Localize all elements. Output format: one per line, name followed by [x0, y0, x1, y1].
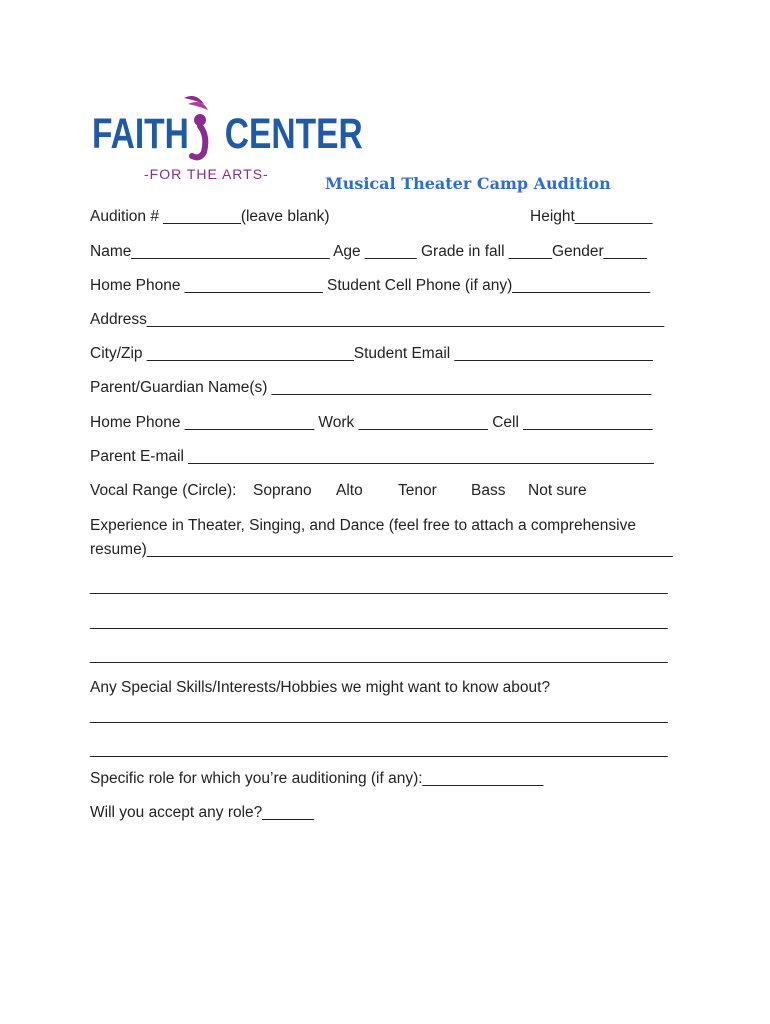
- parent-email-field[interactable]: Parent E-mail ______________________________________________________: [90, 448, 654, 465]
- role-field[interactable]: Specific role for which you’re auditioning (if any):______________: [90, 770, 544, 787]
- address-field[interactable]: Address____________________________________________________________: [90, 311, 665, 328]
- accept-any-role-field[interactable]: Will you accept any role?______: [90, 804, 315, 821]
- skills-blank-line[interactable]: ___________________________________________________________________: [90, 707, 668, 724]
- experience-prompt: Experience in Theater, Singing, and Dance (feel free to attach a comprehensive: [90, 517, 636, 534]
- phone-row[interactable]: Home Phone ________________ Student Cell Phone (if any)________________: [90, 277, 651, 294]
- vocal-option-tenor[interactable]: Tenor: [398, 482, 437, 499]
- experience-blank-line[interactable]: ___________________________________________________________________: [90, 578, 668, 595]
- logo-wordmark: FAITH CENTER: [92, 110, 363, 158]
- experience-blank-line[interactable]: ___________________________________________________________________: [90, 613, 668, 630]
- skills-prompt: Any Special Skills/Interests/Hobbies we might want to know about?: [90, 679, 551, 696]
- faith-center-logo: [92, 94, 363, 186]
- experience-field[interactable]: resume)_____________________________________________________________: [90, 541, 673, 558]
- vocal-range-label: Vocal Range (Circle):: [90, 482, 237, 499]
- form-title: Musical Theater Camp Audition: [325, 174, 611, 193]
- height-field[interactable]: Height_________: [530, 208, 653, 225]
- parent-names-field[interactable]: Parent/Guardian Name(s) ____________________________________________: [90, 379, 652, 396]
- vocal-option-not-sure[interactable]: Not sure: [528, 482, 587, 499]
- parent-phones-row[interactable]: Home Phone _______________ Work _______________ Cell _______________: [90, 414, 653, 431]
- skills-blank-line[interactable]: ___________________________________________________________________: [90, 741, 668, 758]
- logo-tagline: -FOR THE ARTS-: [144, 166, 269, 182]
- vocal-option-alto[interactable]: Alto: [336, 482, 363, 499]
- vocal-option-soprano[interactable]: Soprano: [253, 482, 312, 499]
- experience-blank-line[interactable]: ___________________________________________________________________: [90, 647, 668, 664]
- audition-number-field[interactable]: Audition # _________(leave blank): [90, 208, 330, 225]
- name-age-grade-gender-row[interactable]: Name_______________________ Age ______ Grade in fall _____Gender_____: [90, 243, 647, 260]
- vocal-option-bass[interactable]: Bass: [471, 482, 506, 499]
- city-email-row[interactable]: City/Zip ________________________Student Email _______________________: [90, 345, 653, 362]
